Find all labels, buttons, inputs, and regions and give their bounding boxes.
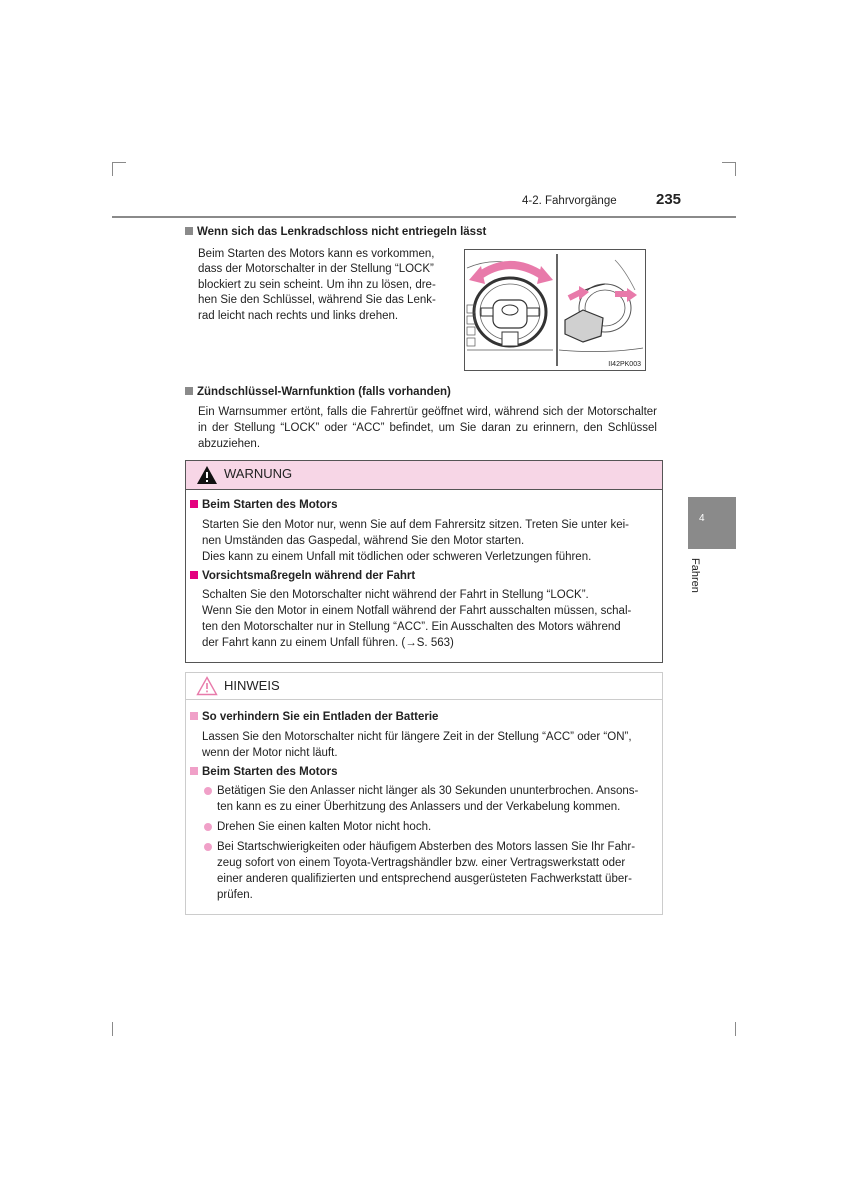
lock-body-line: hen Sie den Schlüssel, während Sie das Lenk- bbox=[198, 294, 436, 306]
hint-item-heading bbox=[190, 765, 656, 781]
warning-header bbox=[186, 461, 662, 490]
warning-box bbox=[185, 460, 663, 663]
hint-bullet-line: zeug sofort von einem Toyota-Vertragshändler bzw. einer Vertragswerkstatt oder bbox=[217, 857, 626, 869]
crop-mark-bottom-right bbox=[735, 1022, 736, 1036]
square-icon bbox=[185, 387, 193, 395]
warning-item-heading-text: Beim Starten des Motors bbox=[202, 499, 338, 511]
hint-item-body bbox=[202, 729, 656, 761]
hint-box bbox=[185, 672, 663, 915]
hint-item-heading-text: So verhindern Sie ein Entladen der Batterie bbox=[202, 711, 439, 723]
chapter-label: Fahren bbox=[689, 558, 701, 593]
warning-item bbox=[190, 569, 656, 652]
hint-item bbox=[190, 710, 656, 761]
crop-mark-top-left-v bbox=[112, 162, 113, 176]
key-warning-heading-text: Zündschlüssel-Warnfunktion (falls vorhanden) bbox=[197, 386, 451, 398]
hint-bullet bbox=[204, 839, 656, 903]
square-icon bbox=[190, 767, 198, 775]
lock-body-line: rad leicht nach rechts und links drehen. bbox=[198, 309, 399, 322]
hint-bullet-line: Betätigen Sie den Anlasser nicht länger als 30 Sekunden ununterbrochen. Ansons- bbox=[217, 785, 639, 797]
warning-line: Schalten Sie den Motorschalter nicht während der Fahrt in Stellung “LOCK”. bbox=[202, 589, 589, 601]
warning-item-heading bbox=[190, 498, 656, 514]
pink-square-icon bbox=[190, 571, 198, 579]
lock-body-line: Beim Starten des Motors kann es vorkommen, bbox=[198, 247, 435, 260]
hint-item-heading-text: Beim Starten des Motors bbox=[202, 765, 338, 778]
pink-square-icon bbox=[190, 500, 198, 508]
warning-line: der Fahrt kann zu einem Unfall führen. (→S. 563) bbox=[202, 637, 454, 649]
hint-line: wenn der Motor nicht läuft. bbox=[202, 746, 338, 759]
crop-mark-bottom-left bbox=[112, 1022, 113, 1036]
crop-mark-top-left-h bbox=[112, 162, 126, 163]
warning-title: WARNUNG bbox=[224, 466, 293, 481]
warning-line: nen Umständen das Gaspedal, während Sie den Motor starten. bbox=[202, 534, 525, 547]
steering-lock-figure bbox=[464, 249, 646, 371]
hint-title: HINWEIS bbox=[224, 678, 280, 693]
hint-item-heading bbox=[190, 710, 656, 726]
caution-outline-triangle-icon bbox=[196, 676, 218, 696]
running-header: 4-2. Fahrvorgänge bbox=[522, 195, 617, 207]
hint-content bbox=[186, 700, 662, 903]
hint-bullet bbox=[204, 819, 656, 835]
warning-item-body bbox=[202, 587, 656, 651]
hint-bullet-line: Bei Startschwierigkeiten oder häufigem Absterben des Motors lassen Sie Ihr Fahr- bbox=[217, 841, 636, 853]
lock-heading bbox=[185, 225, 665, 241]
hint-line: Lassen Sie den Motorschalter nicht für längere Zeit in der Stellung “ACC” oder “ON”, bbox=[202, 730, 632, 743]
warning-item-heading-text: Vorsichtsmaßregeln während der Fahrt bbox=[202, 569, 416, 582]
chapter-tab bbox=[688, 497, 736, 549]
warning-item bbox=[190, 498, 656, 565]
hint-item bbox=[190, 765, 656, 904]
warning-item-heading bbox=[190, 569, 656, 585]
warning-triangle-icon bbox=[196, 465, 218, 485]
bullet-dot-icon bbox=[204, 787, 212, 795]
lock-body-line: dass der Motorschalter in der Stellung “LOCK” bbox=[198, 263, 434, 275]
page-number: 235 bbox=[656, 191, 682, 208]
key-warning-body: Ein Warnsummer ertönt, falls die Fahrertür geöffnet wird, während sich der Motorschalter in der Stellung “LOCK” oder “ACC” befindet, um Sie daran zu erinnern, den Schlüssel abzuziehen. bbox=[198, 405, 657, 450]
hint-bullet-list bbox=[204, 783, 656, 903]
hint-bullet-line: prüfen. bbox=[217, 889, 253, 901]
crop-mark-top-right-h bbox=[722, 162, 736, 163]
steering-wheel-illustration bbox=[465, 250, 645, 370]
warning-content bbox=[186, 490, 662, 651]
warning-line: ten den Motorschalter nur in Stellung “ACC”. Ein Ausschalten des Motors während bbox=[202, 621, 621, 633]
square-icon bbox=[190, 712, 198, 720]
warning-line: Wenn Sie den Motor in einem Notfall während der Fahrt ausschalten müssen, schal- bbox=[202, 605, 632, 617]
lock-heading-text: Wenn sich das Lenkradschloss nicht entriegeln lässt bbox=[197, 226, 487, 238]
key-warning-heading bbox=[185, 385, 657, 401]
header-rule bbox=[112, 216, 736, 218]
lock-body-line: blockiert zu sein scheint. Um ihn zu lösen, dre- bbox=[198, 278, 436, 291]
hint-bullet bbox=[204, 783, 656, 815]
key-warning-section bbox=[185, 385, 657, 452]
warning-line: Dies kann zu einem Unfall mit tödlichen oder schweren Verletzungen führen. bbox=[202, 550, 592, 563]
hint-bullet-line: ten kann es zu einer Überhitzung des Anlassers und der Verkabelung kommen. bbox=[217, 801, 621, 813]
hint-bullet-line: Drehen Sie einen kalten Motor nicht hoch. bbox=[217, 821, 432, 833]
hint-header bbox=[186, 673, 662, 700]
warning-item-body bbox=[202, 517, 656, 565]
hint-bullet-line: einer anderen qualifizierten und entsprechend ausgerüsteten Fachwerkstatt über- bbox=[217, 873, 632, 885]
crop-mark-top-right-v bbox=[735, 162, 736, 176]
square-icon bbox=[185, 227, 193, 235]
bullet-dot-icon bbox=[204, 843, 212, 851]
chapter-number: 4 bbox=[699, 513, 705, 524]
warning-line: Starten Sie den Motor nur, wenn Sie auf dem Fahrersitz sitzen. Treten Sie unter kei- bbox=[202, 518, 629, 531]
figure-code: II42PK003 bbox=[608, 361, 641, 368]
bullet-dot-icon bbox=[204, 823, 212, 831]
